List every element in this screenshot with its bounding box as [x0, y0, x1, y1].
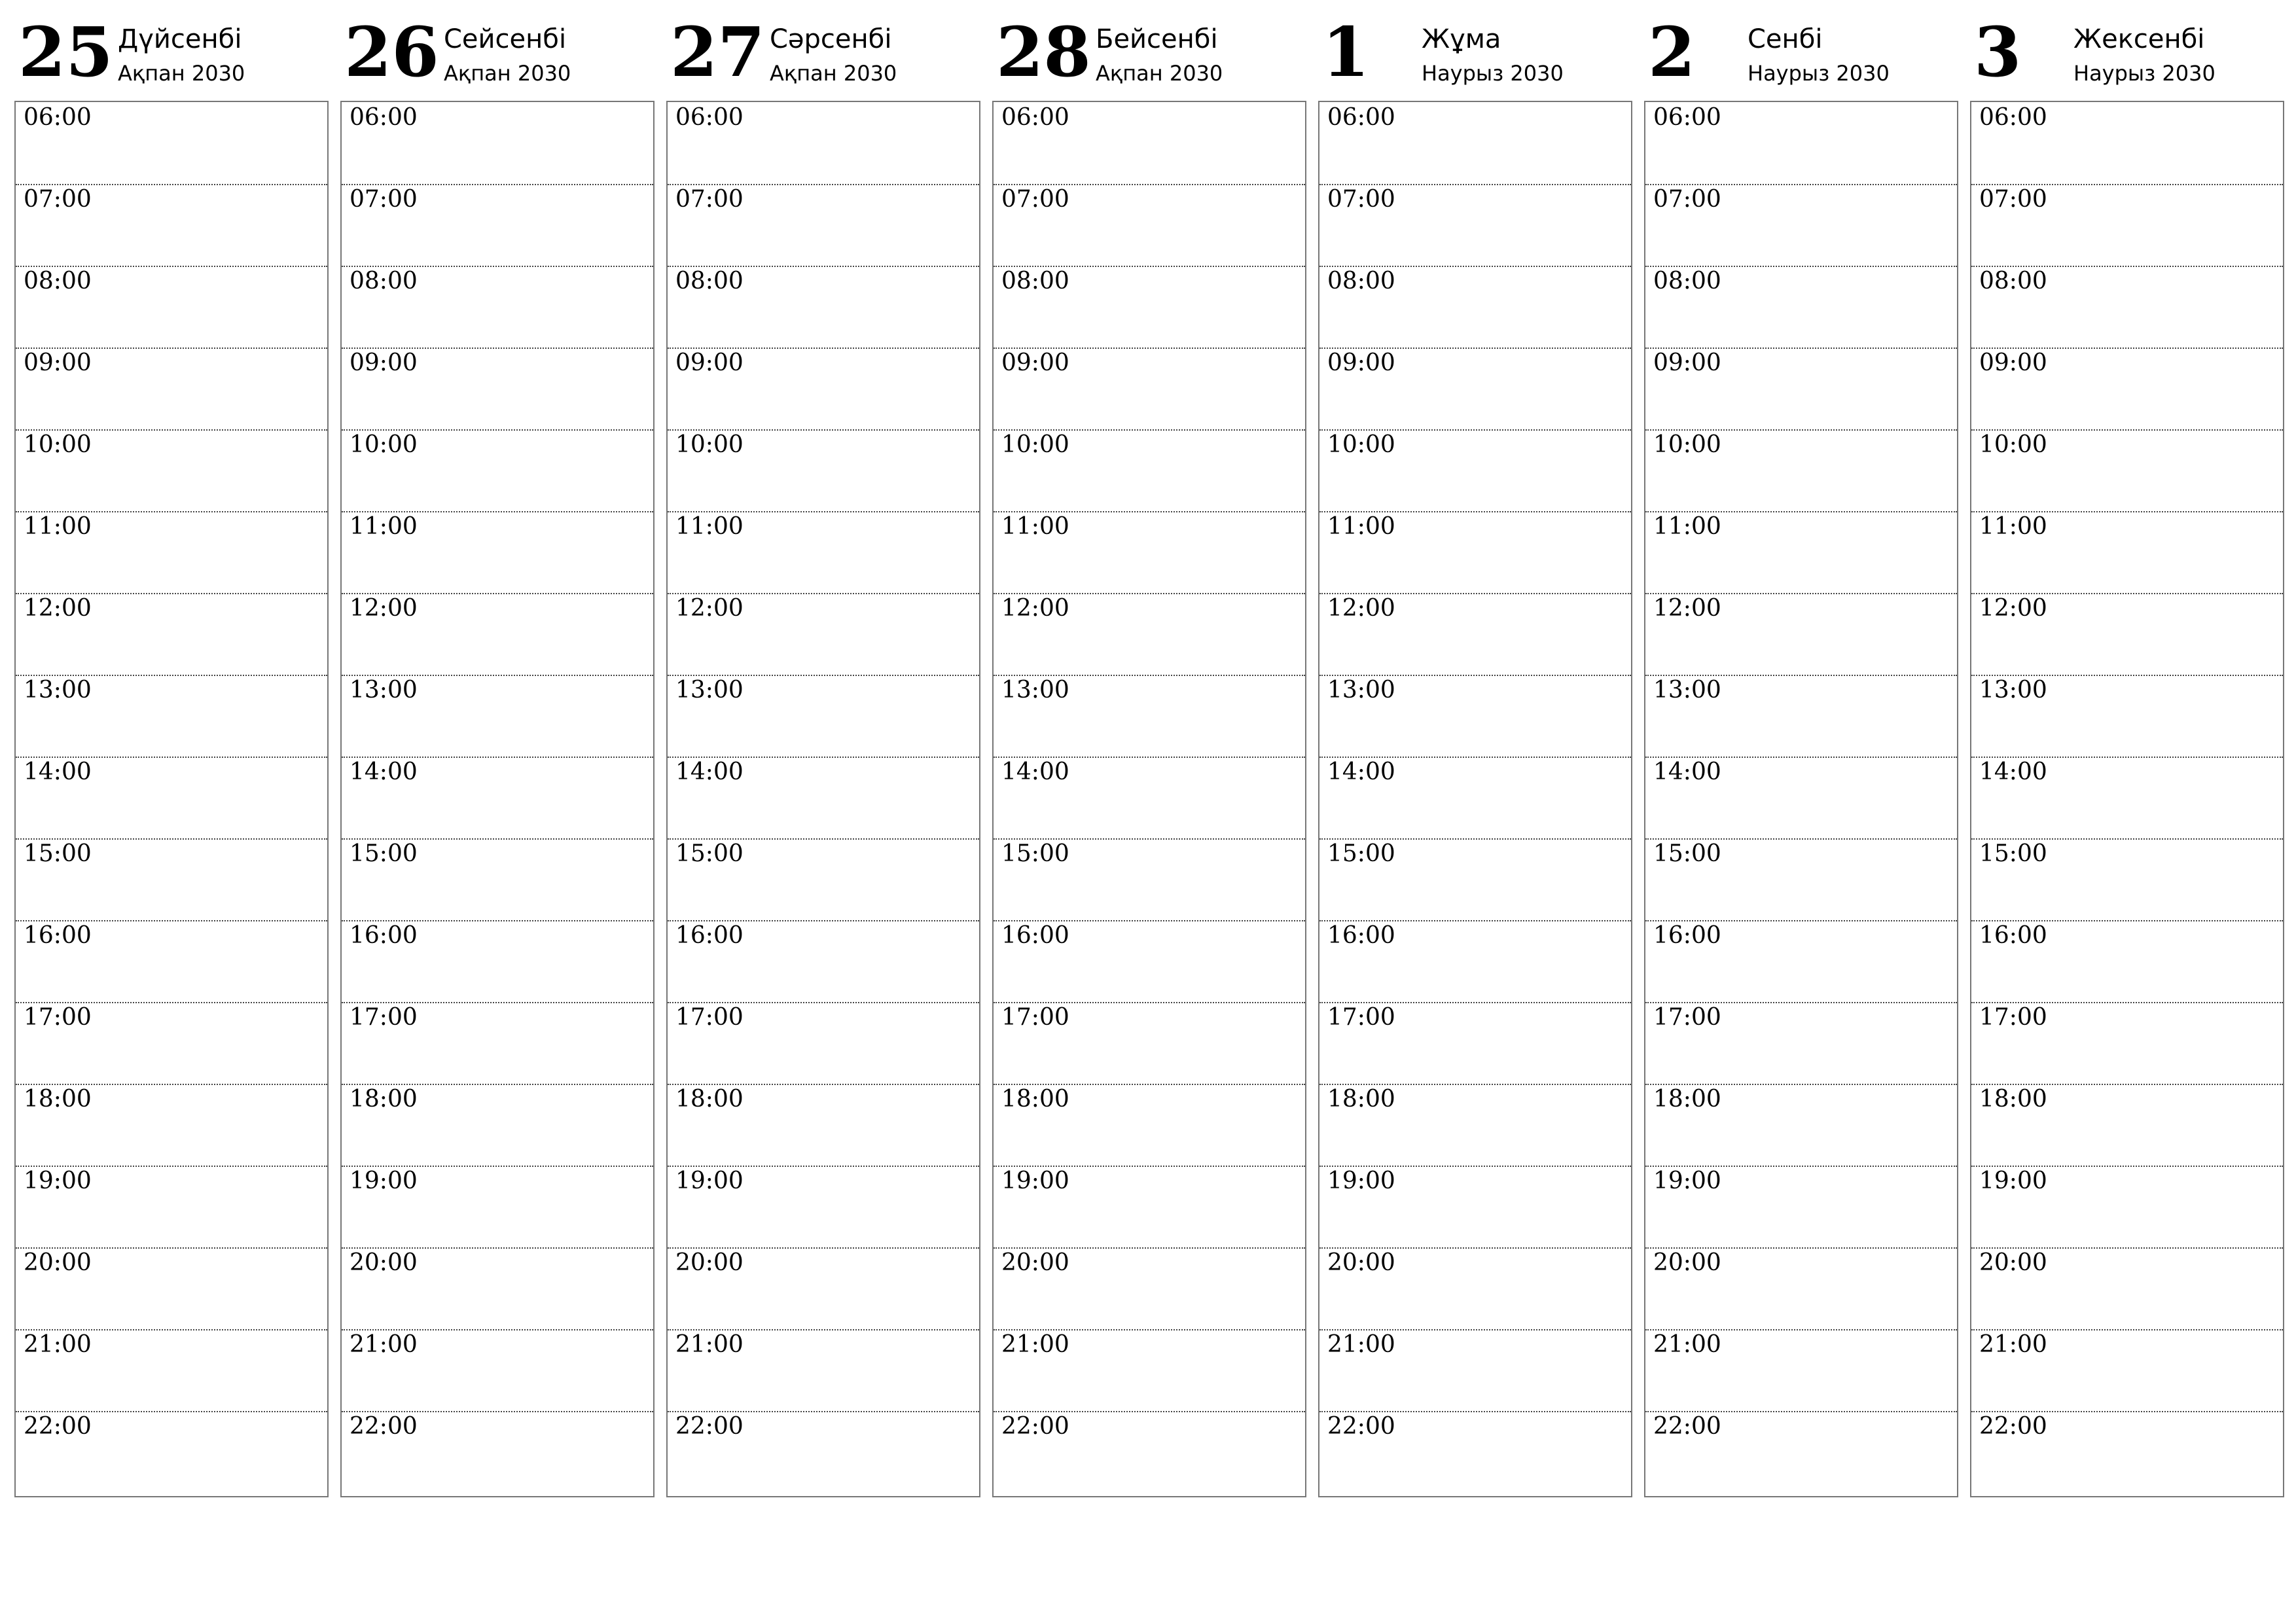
time-slot[interactable]	[16, 838, 327, 921]
time-label: 10:00	[675, 431, 744, 458]
day-header	[666, 0, 980, 99]
time-slot[interactable]	[1971, 102, 2283, 185]
time-slot[interactable]	[1971, 1084, 2283, 1167]
time-slot[interactable]	[1319, 511, 1631, 594]
time-slot[interactable]	[1319, 1002, 1631, 1085]
time-slot[interactable]	[994, 348, 1305, 431]
time-slot[interactable]	[668, 1329, 979, 1412]
time-slot[interactable]	[1971, 511, 2283, 594]
time-label: 22:00	[1327, 1413, 1395, 1440]
time-label: 17:00	[1653, 1004, 1721, 1031]
time-slot[interactable]	[1971, 266, 2283, 349]
time-grid	[992, 101, 1306, 1497]
time-label: 06:00	[675, 104, 744, 131]
time-label: 18:00	[675, 1086, 744, 1113]
time-slot[interactable]	[342, 1411, 653, 1493]
time-slot[interactable]	[342, 1247, 653, 1330]
time-label: 16:00	[350, 922, 418, 949]
time-label: 11:00	[1001, 513, 1069, 540]
month-label: Наурыз 2030	[2073, 61, 2215, 86]
time-slot[interactable]	[1971, 1411, 2283, 1493]
time-slot[interactable]	[994, 184, 1305, 267]
time-label: 14:00	[1001, 758, 1069, 785]
time-label: 13:00	[1653, 677, 1721, 704]
time-label: 16:00	[1001, 922, 1069, 949]
day-column	[992, 0, 1306, 1500]
time-label: 16:00	[24, 922, 92, 949]
time-slot[interactable]	[668, 1247, 979, 1330]
time-slot[interactable]	[1645, 1084, 1957, 1167]
day-header	[1318, 0, 1632, 99]
time-slot[interactable]	[994, 1084, 1305, 1167]
time-label: 22:00	[1979, 1413, 2047, 1440]
time-slot[interactable]	[1319, 1084, 1631, 1167]
time-label: 14:00	[24, 758, 92, 785]
time-label: 21:00	[675, 1331, 744, 1358]
time-label: 20:00	[350, 1249, 418, 1276]
time-label: 07:00	[675, 186, 744, 213]
time-slot[interactable]	[1645, 266, 1957, 349]
time-slot[interactable]	[1319, 1329, 1631, 1412]
time-slot[interactable]	[1645, 348, 1957, 431]
time-slot[interactable]	[16, 675, 327, 758]
time-label: 12:00	[24, 595, 92, 622]
time-label: 12:00	[1327, 595, 1395, 622]
time-label: 11:00	[1653, 513, 1721, 540]
time-slot[interactable]	[994, 593, 1305, 676]
time-label: 09:00	[24, 349, 92, 376]
time-label: 11:00	[675, 513, 744, 540]
time-label: 21:00	[1653, 1331, 1721, 1358]
weekday-label: Сенбі	[1748, 24, 1823, 54]
time-slot[interactable]	[668, 511, 979, 594]
day-column	[1970, 0, 2284, 1500]
time-label: 09:00	[675, 349, 744, 376]
time-label: 11:00	[350, 513, 418, 540]
time-label: 07:00	[1979, 186, 2047, 213]
time-slot[interactable]	[994, 1329, 1305, 1412]
time-label: 13:00	[24, 677, 92, 704]
time-label: 08:00	[350, 268, 418, 294]
time-label: 22:00	[350, 1413, 418, 1440]
time-slot[interactable]	[1971, 1166, 2283, 1249]
time-slot[interactable]	[1319, 675, 1631, 758]
time-label: 22:00	[675, 1413, 744, 1440]
time-label: 09:00	[1979, 349, 2047, 376]
time-label: 08:00	[1979, 268, 2047, 294]
time-slot[interactable]	[1645, 757, 1957, 840]
time-slot[interactable]	[1971, 348, 2283, 431]
time-label: 15:00	[24, 840, 92, 867]
time-label: 10:00	[1653, 431, 1721, 458]
time-label: 13:00	[675, 677, 744, 704]
time-slot[interactable]	[1645, 429, 1957, 512]
time-slot[interactable]	[994, 1166, 1305, 1249]
time-slot[interactable]	[1645, 1411, 1957, 1493]
time-slot[interactable]	[994, 266, 1305, 349]
time-slot[interactable]	[668, 429, 979, 512]
time-label: 07:00	[1653, 186, 1721, 213]
day-number: 26	[344, 12, 439, 92]
time-slot[interactable]	[16, 593, 327, 676]
time-label: 21:00	[1327, 1331, 1395, 1358]
time-label: 08:00	[1653, 268, 1721, 294]
day-number: 1	[1322, 12, 1370, 92]
weekday-label: Сейсенбі	[444, 24, 567, 54]
time-label: 07:00	[350, 186, 418, 213]
time-label: 18:00	[1979, 1086, 2047, 1113]
time-grid	[1970, 101, 2284, 1497]
weekday-label: Жексенбі	[2073, 24, 2205, 54]
time-label: 09:00	[1001, 349, 1069, 376]
time-label: 16:00	[1327, 922, 1395, 949]
day-header	[1644, 0, 1958, 99]
time-label: 14:00	[1327, 758, 1395, 785]
time-label: 20:00	[1979, 1249, 2047, 1276]
time-label: 07:00	[24, 186, 92, 213]
time-slot[interactable]	[1645, 920, 1957, 1003]
time-slot[interactable]	[16, 1247, 327, 1330]
time-slot[interactable]	[342, 429, 653, 512]
time-slot[interactable]	[16, 920, 327, 1003]
time-slot[interactable]	[1971, 757, 2283, 840]
time-label: 19:00	[1979, 1168, 2047, 1194]
time-slot[interactable]	[668, 757, 979, 840]
time-label: 22:00	[1001, 1413, 1069, 1440]
time-slot[interactable]	[342, 1002, 653, 1085]
time-label: 21:00	[1001, 1331, 1069, 1358]
time-slot[interactable]	[342, 266, 653, 349]
time-label: 09:00	[1327, 349, 1395, 376]
time-slot[interactable]	[668, 348, 979, 431]
time-slot[interactable]	[16, 348, 327, 431]
time-label: 10:00	[1001, 431, 1069, 458]
time-slot[interactable]	[16, 102, 327, 185]
time-label: 17:00	[24, 1004, 92, 1031]
time-label: 06:00	[350, 104, 418, 131]
time-label: 21:00	[1979, 1331, 2047, 1358]
month-label: Наурыз 2030	[1422, 61, 1564, 86]
time-slot[interactable]	[994, 675, 1305, 758]
time-label: 16:00	[1979, 922, 2047, 949]
time-slot[interactable]	[342, 348, 653, 431]
time-slot[interactable]	[1319, 1166, 1631, 1249]
time-slot[interactable]	[668, 1002, 979, 1085]
time-label: 13:00	[1979, 677, 2047, 704]
time-slot[interactable]	[16, 1411, 327, 1493]
time-label: 18:00	[350, 1086, 418, 1113]
time-slot[interactable]	[668, 184, 979, 267]
time-label: 17:00	[675, 1004, 744, 1031]
time-label: 19:00	[1653, 1168, 1721, 1194]
month-label: Ақпан 2030	[118, 61, 245, 86]
month-label: Ақпан 2030	[1096, 61, 1223, 86]
time-slot[interactable]	[342, 757, 653, 840]
time-slot[interactable]	[16, 757, 327, 840]
time-label: 06:00	[1979, 104, 2047, 131]
time-label: 20:00	[1327, 1249, 1395, 1276]
time-label: 20:00	[1001, 1249, 1069, 1276]
time-slot[interactable]	[994, 920, 1305, 1003]
time-slot[interactable]	[342, 1166, 653, 1249]
day-column	[1318, 0, 1632, 1500]
time-label: 12:00	[1653, 595, 1721, 622]
time-slot[interactable]	[1645, 1329, 1957, 1412]
time-label: 06:00	[1001, 104, 1069, 131]
time-label: 14:00	[675, 758, 744, 785]
day-column	[340, 0, 655, 1500]
time-slot[interactable]	[342, 184, 653, 267]
time-label: 15:00	[1979, 840, 2047, 867]
day-header	[992, 0, 1306, 99]
time-label: 12:00	[350, 595, 418, 622]
time-slot[interactable]	[994, 1247, 1305, 1330]
time-label: 19:00	[1327, 1168, 1395, 1194]
day-header	[1970, 0, 2284, 99]
time-label: 17:00	[1979, 1004, 2047, 1031]
time-label: 22:00	[1653, 1413, 1721, 1440]
time-label: 15:00	[1653, 840, 1721, 867]
time-label: 08:00	[1327, 268, 1395, 294]
time-slot[interactable]	[342, 511, 653, 594]
time-label: 19:00	[675, 1168, 744, 1194]
day-number: 3	[1974, 12, 2022, 92]
time-label: 15:00	[1001, 840, 1069, 867]
time-slot[interactable]	[994, 1002, 1305, 1085]
time-slot[interactable]	[1319, 429, 1631, 512]
time-slot[interactable]	[668, 593, 979, 676]
time-label: 20:00	[24, 1249, 92, 1276]
time-slot[interactable]	[1971, 593, 2283, 676]
time-label: 21:00	[24, 1331, 92, 1358]
time-label: 07:00	[1327, 186, 1395, 213]
time-label: 15:00	[1327, 840, 1395, 867]
time-slot[interactable]	[342, 675, 653, 758]
time-label: 11:00	[1979, 513, 2047, 540]
time-slot[interactable]	[668, 102, 979, 185]
time-slot[interactable]	[1319, 1411, 1631, 1493]
time-slot[interactable]	[1971, 838, 2283, 921]
time-label: 16:00	[1653, 922, 1721, 949]
time-label: 08:00	[24, 268, 92, 294]
day-number: 2	[1648, 12, 1696, 92]
time-grid	[340, 101, 655, 1497]
time-label: 22:00	[24, 1413, 92, 1440]
time-slot[interactable]	[16, 1084, 327, 1167]
time-slot[interactable]	[1319, 102, 1631, 185]
time-slot[interactable]	[668, 838, 979, 921]
time-slot[interactable]	[16, 1329, 327, 1412]
time-slot[interactable]	[1645, 102, 1957, 185]
time-slot[interactable]	[1645, 838, 1957, 921]
time-slot[interactable]	[668, 920, 979, 1003]
time-slot[interactable]	[994, 757, 1305, 840]
time-grid	[666, 101, 980, 1497]
time-slot[interactable]	[668, 1166, 979, 1249]
time-label: 11:00	[24, 513, 92, 540]
day-column	[666, 0, 980, 1500]
time-slot[interactable]	[342, 1084, 653, 1167]
time-slot[interactable]	[1971, 1247, 2283, 1330]
weekday-label: Бейсенбі	[1096, 24, 1218, 54]
time-label: 15:00	[675, 840, 744, 867]
time-label: 13:00	[1327, 677, 1395, 704]
time-slot[interactable]	[1319, 348, 1631, 431]
time-slot[interactable]	[1971, 1002, 2283, 1085]
time-slot[interactable]	[342, 838, 653, 921]
time-slot[interactable]	[1319, 593, 1631, 676]
day-column	[1644, 0, 1958, 1500]
day-number: 27	[670, 12, 765, 92]
time-label: 18:00	[24, 1086, 92, 1113]
time-slot[interactable]	[1971, 184, 2283, 267]
time-slot[interactable]	[1971, 675, 2283, 758]
time-label: 06:00	[1327, 104, 1395, 131]
time-slot[interactable]	[1645, 1166, 1957, 1249]
time-label: 18:00	[1001, 1086, 1069, 1113]
time-slot[interactable]	[1645, 511, 1957, 594]
month-label: Ақпан 2030	[444, 61, 571, 86]
time-slot[interactable]	[994, 1411, 1305, 1493]
time-slot[interactable]	[994, 838, 1305, 921]
day-header	[14, 0, 329, 99]
time-label: 06:00	[1653, 104, 1721, 131]
time-slot[interactable]	[1319, 838, 1631, 921]
time-label: 08:00	[1001, 268, 1069, 294]
time-slot[interactable]	[1645, 1002, 1957, 1085]
time-label: 14:00	[350, 758, 418, 785]
time-slot[interactable]	[342, 920, 653, 1003]
time-label: 11:00	[1327, 513, 1395, 540]
time-grid	[14, 101, 329, 1497]
time-label: 18:00	[1327, 1086, 1395, 1113]
time-slot[interactable]	[16, 184, 327, 267]
day-number: 28	[996, 12, 1091, 92]
time-label: 19:00	[1001, 1168, 1069, 1194]
weekday-label: Сәрсенбі	[770, 24, 892, 54]
time-label: 08:00	[675, 268, 744, 294]
time-label: 12:00	[675, 595, 744, 622]
time-label: 10:00	[24, 431, 92, 458]
time-label: 10:00	[1327, 431, 1395, 458]
time-slot[interactable]	[994, 102, 1305, 185]
time-label: 14:00	[1979, 758, 2047, 785]
time-label: 19:00	[350, 1168, 418, 1194]
time-label: 12:00	[1001, 595, 1069, 622]
time-label: 20:00	[1653, 1249, 1721, 1276]
time-label: 18:00	[1653, 1086, 1721, 1113]
time-slot[interactable]	[1971, 1329, 2283, 1412]
time-slot[interactable]	[1319, 184, 1631, 267]
time-slot[interactable]	[1971, 429, 2283, 512]
time-slot[interactable]	[994, 429, 1305, 512]
time-slot[interactable]	[1319, 757, 1631, 840]
time-grid	[1318, 101, 1632, 1497]
time-slot[interactable]	[1319, 266, 1631, 349]
time-label: 13:00	[350, 677, 418, 704]
time-label: 10:00	[1979, 431, 2047, 458]
time-label: 10:00	[350, 431, 418, 458]
month-label: Ақпан 2030	[770, 61, 897, 86]
time-label: 07:00	[1001, 186, 1069, 213]
time-label: 09:00	[350, 349, 418, 376]
day-column	[14, 0, 329, 1500]
time-label: 17:00	[1327, 1004, 1395, 1031]
time-slot[interactable]	[342, 102, 653, 185]
time-label: 20:00	[675, 1249, 744, 1276]
time-slot[interactable]	[668, 1084, 979, 1167]
time-slot[interactable]	[16, 266, 327, 349]
time-slot[interactable]	[1645, 675, 1957, 758]
time-slot[interactable]	[16, 1166, 327, 1249]
month-label: Наурыз 2030	[1748, 61, 1890, 86]
time-label: 19:00	[24, 1168, 92, 1194]
time-slot[interactable]	[1645, 1247, 1957, 1330]
time-slot[interactable]	[1645, 593, 1957, 676]
time-slot[interactable]	[16, 511, 327, 594]
time-slot[interactable]	[16, 429, 327, 512]
time-grid	[1644, 101, 1958, 1497]
time-label: 13:00	[1001, 677, 1069, 704]
time-slot[interactable]	[342, 1329, 653, 1412]
time-slot[interactable]	[16, 1002, 327, 1085]
time-label: 14:00	[1653, 758, 1721, 785]
time-slot[interactable]	[668, 1411, 979, 1493]
day-number: 25	[18, 12, 113, 92]
time-label: 17:00	[1001, 1004, 1069, 1031]
weekday-label: Жұма	[1422, 24, 1501, 54]
time-slot[interactable]	[1971, 920, 2283, 1003]
time-label: 17:00	[350, 1004, 418, 1031]
day-header	[340, 0, 655, 99]
weekday-label: Дүйсенбі	[118, 24, 242, 54]
time-slot[interactable]	[1319, 1247, 1631, 1330]
time-slot[interactable]	[668, 675, 979, 758]
time-label: 12:00	[1979, 595, 2047, 622]
time-slot[interactable]	[1319, 920, 1631, 1003]
time-label: 15:00	[350, 840, 418, 867]
time-slot[interactable]	[668, 266, 979, 349]
time-slot[interactable]	[1645, 184, 1957, 267]
time-slot[interactable]	[994, 511, 1305, 594]
time-slot[interactable]	[342, 593, 653, 676]
time-label: 16:00	[675, 922, 744, 949]
time-label: 09:00	[1653, 349, 1721, 376]
time-label: 21:00	[350, 1331, 418, 1358]
time-label: 06:00	[24, 104, 92, 131]
